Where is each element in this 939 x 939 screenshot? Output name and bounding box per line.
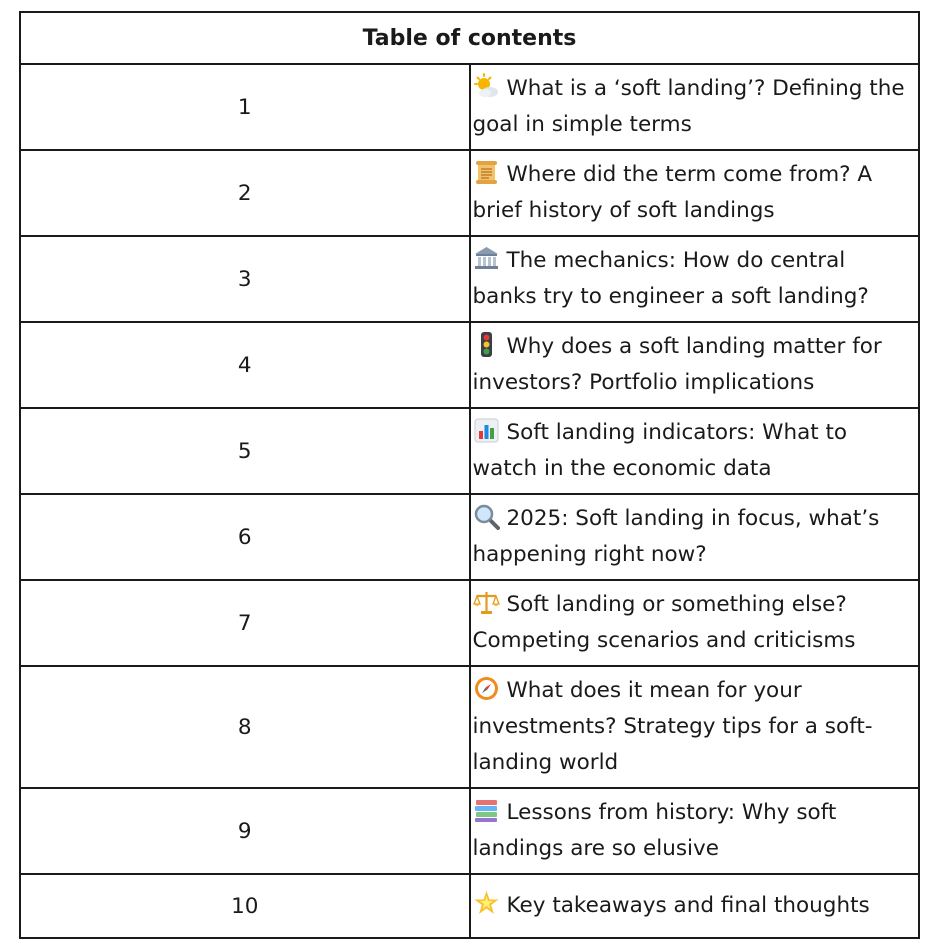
compass-icon: [473, 675, 500, 702]
row-number: 9: [20, 788, 470, 874]
toc-entry-text: Lessons from history: Why soft landings are so elusive: [472, 800, 837, 861]
row-number: 10: [20, 874, 470, 938]
row-number: 3: [20, 236, 470, 322]
table-row: [20, 580, 919, 666]
balance-scale-icon: [473, 589, 500, 616]
table-row: [20, 494, 919, 580]
books-icon: [473, 797, 500, 824]
toc-entry[interactable]: [470, 322, 920, 408]
toc-entry[interactable]: [470, 788, 920, 874]
toc-entry[interactable]: [470, 580, 920, 666]
row-number: 2: [20, 150, 470, 236]
table-row: [20, 788, 919, 874]
toc-entry[interactable]: [470, 408, 920, 494]
toc-entry-text: 2025: Soft landing in focus, what’s happening right now?: [472, 506, 880, 567]
table-of-contents: [19, 11, 920, 939]
row-number: 6: [20, 494, 470, 580]
row-number: 4: [20, 322, 470, 408]
toc-entry[interactable]: [470, 236, 920, 322]
toc-entry-text: Soft landing or something else? Competing scenarios and criticisms: [472, 592, 856, 653]
sun-behind-cloud-icon: [473, 73, 500, 100]
toc-entry[interactable]: [470, 64, 920, 150]
toc-entry[interactable]: [470, 874, 920, 938]
bar-chart-icon: [473, 417, 500, 444]
toc-entry-text: What is a ‘soft landing’? Defining the goal in simple terms: [472, 76, 905, 137]
traffic-light-icon: [473, 331, 500, 358]
table-header-row: [20, 12, 919, 64]
row-number: 8: [20, 666, 470, 788]
bank-building-icon: [473, 245, 500, 272]
toc-entry-text: Where did the term come from? A brief history of soft landings: [472, 162, 873, 223]
glowing-star-icon: [473, 890, 500, 917]
scroll-icon: [473, 159, 500, 186]
table-row: [20, 874, 919, 938]
toc-entry-text: Soft landing indicators: What to watch in the economic data: [472, 420, 848, 481]
table-row: [20, 666, 919, 788]
row-number: 1: [20, 64, 470, 150]
toc-entry-text: What does it mean for your investments? Strategy tips for a soft-landing world: [472, 678, 873, 775]
toc-entry[interactable]: [470, 666, 920, 788]
row-number: 7: [20, 580, 470, 666]
toc-entry-text: Key takeaways and final thoughts: [506, 893, 870, 918]
table-row: [20, 236, 919, 322]
toc-entry[interactable]: [470, 150, 920, 236]
table-row: [20, 408, 919, 494]
table-row: [20, 150, 919, 236]
toc-entry[interactable]: [470, 494, 920, 580]
toc-entry-text: The mechanics: How do central banks try to engineer a soft landing?: [472, 248, 869, 309]
table-row: [20, 64, 919, 150]
magnifying-glass-icon: [473, 503, 500, 530]
row-number: 5: [20, 408, 470, 494]
toc-entry-text: Why does a soft landing matter for investors? Portfolio implications: [472, 334, 882, 395]
table-title: Table of contents: [20, 12, 919, 64]
table-row: [20, 322, 919, 408]
